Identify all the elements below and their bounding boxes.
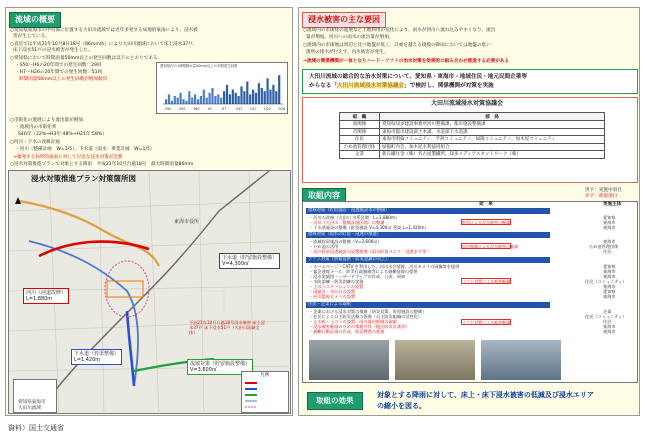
x-tick-label: H7 bbox=[221, 107, 227, 111]
intro-box bbox=[302, 69, 638, 94]
rain-bar bbox=[243, 91, 245, 104]
measure-who: 東海市 bbox=[603, 269, 616, 274]
flood-photo bbox=[481, 340, 561, 380]
rain-bar bbox=[165, 99, 167, 104]
measure-item: ・下水道施設の整備（貯留施設 V=4,300㎥ 管渠 L=1,420m） bbox=[309, 225, 429, 230]
effect-tag: ソフト対策による被害軽減 bbox=[462, 279, 510, 284]
overview-line: ○市街化の進展により流出量が増加 bbox=[10, 118, 83, 123]
measure-item: ・土のうステーションの設置 bbox=[309, 284, 364, 289]
effect-line: 対象とする降雨に対して、床上・床下浸水被害の低減及び浸水エリア bbox=[377, 391, 594, 399]
measure-item: ・緊急速報メール、防災行政無線等による避難情報の提供 bbox=[309, 269, 418, 274]
measure-who: 東海市 bbox=[603, 294, 616, 299]
measure-who: 東海市 bbox=[603, 225, 616, 230]
chart-title: 愛知県内の1時間降水量50mm以上の年間発生回数 bbox=[160, 64, 238, 68]
overview-line: ○浸水対策推進プランで対象とする降雨 平成21年10月台風18号 最大時間雨量86mm bbox=[10, 162, 194, 167]
rain-bar bbox=[238, 96, 240, 104]
measure-section: 流域対策（貯留施設・浸透施設等の整備） bbox=[306, 208, 550, 214]
inset-label: 愛知県東海市 bbox=[18, 400, 46, 405]
rain-bar bbox=[249, 94, 251, 104]
measure-item: ・止水板・土のうの設置、雨水流出抑制の取組 bbox=[309, 319, 397, 324]
inset-label: 大田川流域 bbox=[18, 406, 41, 411]
measure-who: 住民 bbox=[603, 319, 612, 324]
col-who: 実施主体 bbox=[603, 202, 622, 207]
measure-item: ・河川（大田川 整備計画区間）の整備 bbox=[309, 220, 385, 225]
north-arrow-icon bbox=[15, 197, 21, 204]
rain-bar bbox=[258, 83, 260, 104]
cause-line: 量が増加。河川への雨水の流出量が増加。 bbox=[306, 35, 394, 40]
rain-bar bbox=[235, 93, 237, 104]
rain-bar bbox=[188, 91, 190, 104]
legend-swatches bbox=[243, 380, 289, 412]
intro-line bbox=[309, 83, 494, 90]
measure-section: 流域対策（雨水の貯留・浸透の推進） bbox=[306, 232, 550, 238]
rain-bar bbox=[240, 86, 242, 104]
measure-item: ・企業における浸水対策の推進（防災対策、貯留施設の整備） bbox=[309, 309, 427, 314]
city-hall-label: 東海市役所 bbox=[174, 219, 200, 225]
measure-item: ・雨量計・水位計の設置 bbox=[309, 289, 356, 294]
rain-bar bbox=[209, 93, 211, 104]
measure-who: 住民（コミュニティ） bbox=[585, 314, 627, 319]
flood-label: 平成21年10月台風18号浸水被害 床上浸水37戸 床下浸水51戸（大田川流域全体） bbox=[189, 320, 265, 335]
measure-who: 東海市 bbox=[603, 329, 616, 334]
measure-who: 住民 bbox=[603, 249, 612, 254]
council-title: 大田川流域浸水対策協議会 bbox=[431, 100, 504, 107]
council-org: 県関係 bbox=[340, 121, 380, 129]
rain-bar bbox=[168, 94, 170, 104]
rain-bar bbox=[180, 93, 182, 104]
cause-line: ○流域内の市街化の進展など土地利用の変化により、雨水が河川へ流れ込みやすくなり、流出 bbox=[303, 28, 496, 33]
overview-line: ・S50～H6の20年間での発生回数：29回 bbox=[15, 63, 102, 68]
river-text: 河川（河道改修） bbox=[26, 290, 67, 296]
x-tick-label: H26 bbox=[278, 107, 286, 111]
council-head: 組 織 bbox=[340, 113, 380, 121]
rain-bar bbox=[264, 91, 266, 104]
col-effect: 効 果 bbox=[479, 202, 493, 207]
cause-line: 箇所の排水が行えず、内水被害が発生。 bbox=[306, 50, 389, 55]
intro-text: 」で検討し、関係機関が対策を実施 bbox=[404, 83, 494, 89]
map-legend bbox=[241, 371, 289, 413]
rain-bar bbox=[232, 90, 234, 104]
rain-bar bbox=[269, 90, 271, 104]
river-length: L=1,880m bbox=[26, 296, 53, 302]
measure-item: ・ため池の活用 bbox=[309, 244, 339, 249]
x-tick-label: S60 bbox=[193, 107, 200, 111]
rain-bar bbox=[191, 98, 193, 104]
measure-item: ・河川の改修（大田川 水系区間：L=1,880m） bbox=[309, 215, 400, 220]
measure-item: ・住民による自主防災活動の推進（自主防災組織の活性化） bbox=[309, 314, 423, 319]
overview-line: ○愛知県東海市の中央部に位置する大田川流域では近年多発する局地的豪雨により、浸水被 bbox=[10, 28, 198, 33]
sewer-pipe-label bbox=[71, 349, 122, 365]
intro-text: からなる「 bbox=[309, 83, 337, 89]
council-dept: 愛知県知多建設事務所河川整備課、都市施設整備課 bbox=[380, 121, 605, 129]
rain-bar bbox=[185, 101, 187, 104]
inset-map bbox=[13, 379, 57, 413]
basin-storage-volume: V=3,600㎥ bbox=[190, 367, 217, 373]
rain-bar bbox=[226, 85, 228, 104]
measure-who: 企業 bbox=[603, 309, 612, 314]
cause-header: 浸水被害の主な要因 bbox=[302, 12, 386, 28]
measure-item: ・ホームページ・CATV を利用した、河川水位情報、河川カメラの画像等を提供 bbox=[309, 264, 460, 269]
measure-who: ため池管理団体 bbox=[589, 244, 619, 249]
council-org: ため池管理団体 bbox=[340, 143, 380, 151]
measure-who: 愛知県 bbox=[603, 264, 616, 269]
council-org: 企業 bbox=[340, 151, 380, 159]
measure-item: ・避難行動計画の作成、防災教育の推進 bbox=[309, 329, 385, 334]
overview-note: →頻発する局所的豪雨に対して早急な浸水対策が急務 bbox=[13, 155, 123, 160]
overview-line: 床下浸水51戸の浸水被害が発生した。 bbox=[13, 48, 93, 53]
council-org: 市関係 bbox=[340, 128, 380, 136]
rain-bar bbox=[194, 94, 196, 104]
council-dept: 東海市明倫コミュニティ、平洲コミュニティ、緑陽コミュニティ、加木屋コミュニティ bbox=[380, 136, 605, 144]
rain-bar bbox=[278, 75, 280, 104]
rain-bar bbox=[211, 88, 213, 104]
measure-who: 東海市 bbox=[603, 220, 616, 225]
overview-line: ・流域内の市街化率 bbox=[15, 125, 57, 130]
rain-bar bbox=[197, 99, 199, 104]
river-label bbox=[23, 288, 69, 304]
measure-who: 住民（コミュニティ） bbox=[585, 279, 627, 284]
sewer-storage-volume: V=4,300㎥ bbox=[222, 261, 249, 267]
x-tick-label: H2 bbox=[207, 107, 213, 111]
overview-line: ・河川（整備計画 W=1/5）、下水道（雨水：事業計画 W=1/5） bbox=[15, 147, 155, 152]
effect-header: 取組の効果 bbox=[307, 392, 363, 410]
intro-line: 大田川流域の総合的な治水対策について、愛知県・東海市・地域住民・地元民間企業等 bbox=[309, 74, 527, 80]
x-tick-label: S55 bbox=[179, 107, 186, 111]
rain-chart bbox=[156, 62, 288, 114]
measures-box bbox=[302, 201, 638, 383]
rain-bar bbox=[214, 96, 216, 104]
council-dept: 新日鐵住金（株）名古屋製鐵所、知多メディアスネットワーク（株） bbox=[380, 151, 605, 159]
measure-item: ・流域貯留施設の整備（V=3,600㎥） bbox=[309, 239, 382, 244]
rain-bar bbox=[174, 96, 176, 104]
measure-section: ソフト対策（情報提供・防災意識の向上） bbox=[306, 257, 550, 263]
effect-tag: 貯留による浸水被害の軽減 bbox=[462, 220, 510, 225]
right-panel bbox=[298, 7, 640, 416]
overview-line: ○河川・下水の改修計画 bbox=[10, 140, 60, 145]
rain-bar bbox=[252, 90, 254, 104]
sewer-pipe-length: L=1,420m bbox=[74, 357, 101, 363]
cause-conclusion: ⇒流域の関係機関が一体となりハード・ソフトの治水対策を効果的に組み合わせ推進する必要がある bbox=[303, 59, 509, 64]
rain-bar bbox=[272, 85, 274, 104]
x-tick-label: H17 bbox=[250, 107, 257, 111]
measures-header: 取組内容 bbox=[302, 188, 346, 204]
legend-title: 凡例 bbox=[260, 373, 270, 378]
x-tick-label: H22 bbox=[264, 107, 271, 111]
left-panel bbox=[5, 7, 293, 416]
x-tick-label: S50 bbox=[165, 107, 172, 111]
intro-council: 大田川流域浸水対策協議会 bbox=[336, 83, 405, 89]
rain-bar bbox=[275, 91, 277, 104]
measure-section: 住民・企業による取組 bbox=[306, 302, 550, 308]
overview-note: 時間雨量50mm以上の発生回数が増加傾向 bbox=[19, 77, 108, 82]
rain-bar bbox=[203, 90, 205, 104]
measure-item: ・水防訓練・防災訓練の実施 bbox=[309, 279, 364, 284]
effect-line: の縮小を図る。 bbox=[377, 402, 426, 410]
source-note: 資料）国土交通省 bbox=[8, 424, 64, 432]
overview-line: ・H7～H26の20年間での発生回数：51回 bbox=[15, 70, 103, 75]
council-dept: 緑陽町内会、加木屋水利協同組合 bbox=[380, 143, 605, 151]
rain-bar bbox=[255, 93, 257, 104]
measure-who: 東海市 bbox=[603, 284, 616, 289]
overview-header: 流域の概要 bbox=[9, 12, 61, 28]
rain-bar bbox=[217, 94, 219, 104]
measure-item: ・浸水被害軽減のための情報共有（地区防災計画等） bbox=[309, 324, 410, 329]
rain-bar bbox=[261, 88, 263, 104]
measure-who: 愛知県 bbox=[603, 289, 616, 294]
rain-bar bbox=[171, 101, 173, 104]
rain-bars bbox=[157, 70, 287, 114]
map-title: 浸水対策推進プラン対策箇所図 bbox=[31, 174, 136, 183]
rain-bar bbox=[206, 98, 208, 104]
council-org: 住民 bbox=[340, 136, 380, 144]
effect-tag: ソフト対策による被害軽減 bbox=[462, 320, 510, 325]
rain-bar bbox=[177, 98, 179, 104]
measure-who: 東海市 bbox=[603, 324, 616, 329]
measure-item: ・河川監視カメラの設置 bbox=[309, 294, 356, 299]
council-box bbox=[302, 97, 638, 183]
overview-line: ○愛知県において時間雨量50mm以上の発生回数は以下のとおりである。 bbox=[10, 56, 163, 61]
sewer-storage-text: 下水道（貯留施設整備） bbox=[222, 255, 278, 261]
x-tick-label: H12 bbox=[236, 107, 243, 111]
flood-photo bbox=[395, 340, 475, 380]
overview-line: 害が生じている。 bbox=[13, 34, 50, 39]
rain-bar bbox=[223, 91, 225, 104]
rain-bar bbox=[267, 78, 269, 104]
map[interactable] bbox=[8, 170, 291, 414]
rain-bar bbox=[200, 96, 202, 104]
rain-bar bbox=[229, 94, 231, 104]
rain-bar bbox=[246, 82, 248, 104]
council-table bbox=[339, 112, 605, 159]
flood-photo bbox=[309, 340, 389, 380]
effect-tag: 流出抑制による浸水被害の軽減 bbox=[462, 244, 518, 249]
overview-line: S46年（22%→H3年:48%→H21年:58%） bbox=[18, 132, 107, 137]
cause-line: ○流域内の市街地は周辺と比べ地盤が低く、計画を越える規模の降雨においては地盤の低い bbox=[303, 43, 491, 48]
measure-who: 愛知県 bbox=[603, 215, 616, 220]
measure-who: 東海市 bbox=[603, 274, 616, 279]
legend-black: 黒字：実施中項目 bbox=[585, 188, 622, 193]
measure-item: ・浸水実績図・ハザードマップの作成、公表、周知 bbox=[309, 274, 406, 279]
council-dept: 東海市都市建設部土木課、水道部下水道課 bbox=[380, 128, 605, 136]
basin-storage-text: 流域対策（貯留施設整備） bbox=[190, 361, 251, 367]
measure-who: 東海市 bbox=[603, 239, 616, 244]
sewer-storage-label bbox=[219, 253, 280, 269]
council-head: 部 局 bbox=[380, 113, 605, 121]
rain-bar bbox=[220, 98, 222, 104]
sewer-pipe-text: 下水道（管渠整備） bbox=[74, 351, 120, 357]
legend-red: 赤字：新規項目 bbox=[585, 194, 618, 199]
measure-item: ・各戸貯留浸透施設の設置推進（雨水貯留タンク・浸透ます等） bbox=[309, 249, 431, 254]
rain-bar bbox=[182, 99, 184, 104]
overview-line: ○直近では平成21年10月8日18号（86mm/h）により大田川流域において床上浸水37戸、 bbox=[10, 42, 198, 47]
